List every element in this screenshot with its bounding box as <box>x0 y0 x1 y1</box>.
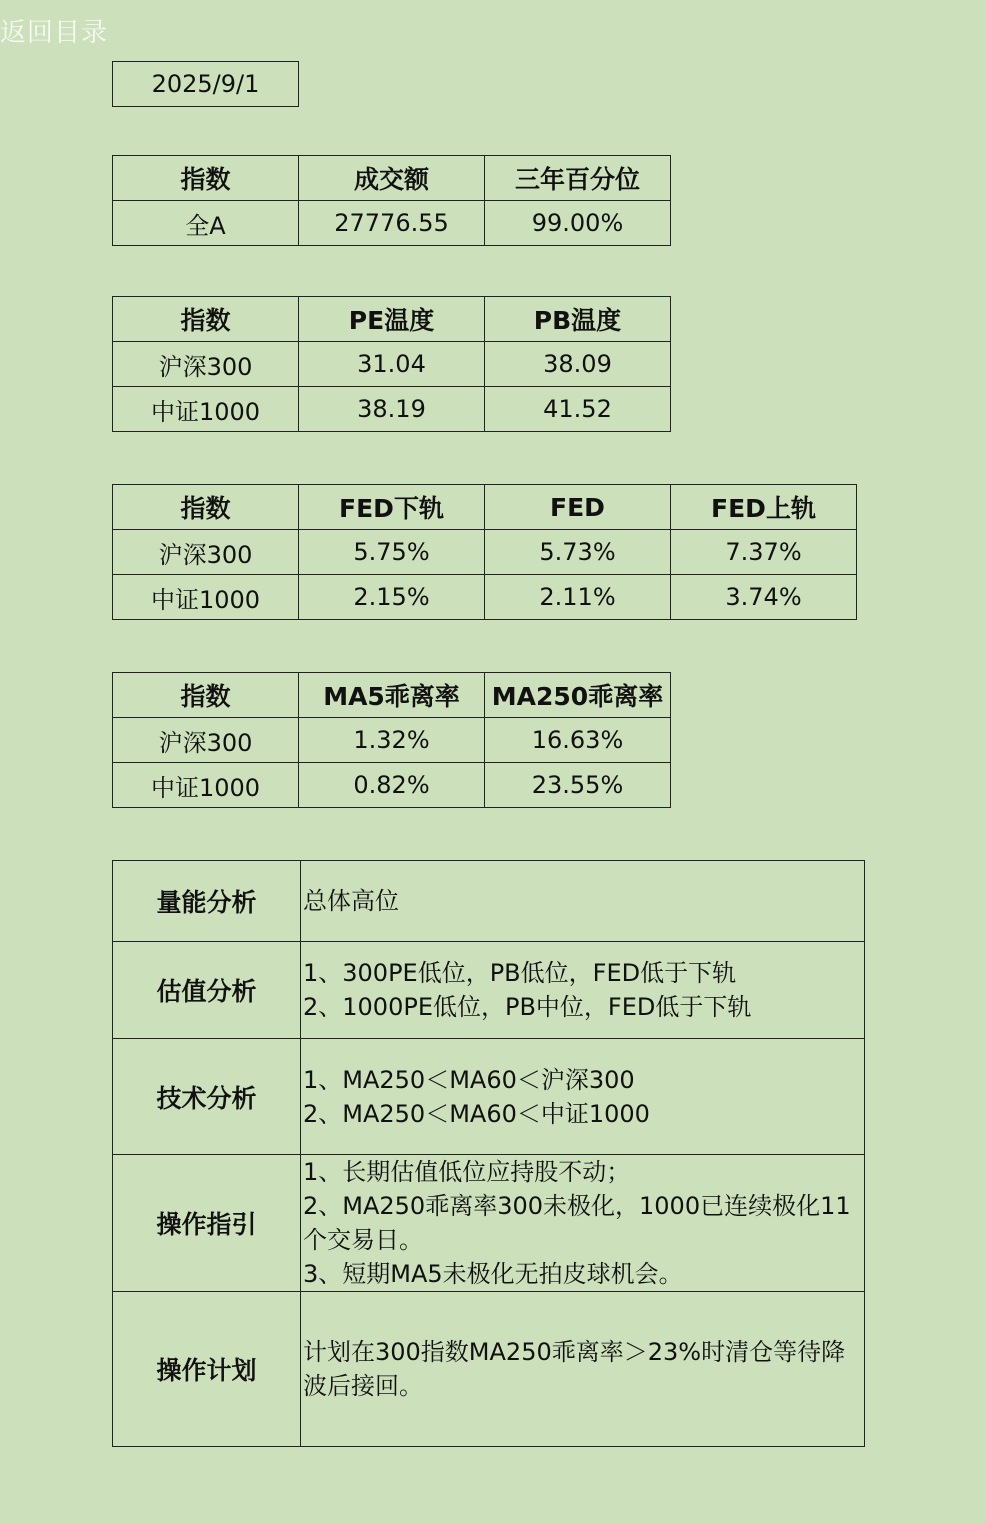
header-cell: 三年百分位 <box>485 156 671 201</box>
analysis-content <box>301 861 865 942</box>
analysis-content <box>301 1292 865 1447</box>
table-cell: 3.74% <box>671 575 857 620</box>
table-cell: 38.09 <box>485 342 671 387</box>
analysis-row-technical <box>113 1039 865 1155</box>
analysis-line: 总体高位 <box>303 887 399 915</box>
analysis-row-volume <box>113 861 865 942</box>
header-cell: FED上轨 <box>671 485 857 530</box>
table-row <box>113 201 671 246</box>
table-cell: 5.73% <box>485 530 671 575</box>
turnover-table <box>112 155 671 246</box>
analysis-label: 操作计划 <box>113 1292 301 1447</box>
analysis-content <box>301 1155 865 1292</box>
table-cell: 2.15% <box>299 575 485 620</box>
header-cell: PE温度 <box>299 297 485 342</box>
table-cell: 0.82% <box>299 763 485 808</box>
analysis-table <box>112 860 865 1447</box>
table-row <box>113 342 671 387</box>
header-cell: MA250乖离率 <box>485 673 671 718</box>
table-cell: 沪深300 <box>113 530 299 575</box>
table-cell: 41.52 <box>485 387 671 432</box>
table-row <box>113 575 857 620</box>
analysis-line: 2、MA250乖离率300未极化，1000已连续极化11个交易日。 <box>303 1192 851 1254</box>
header-cell: PB温度 <box>485 297 671 342</box>
table-cell: 沪深300 <box>113 342 299 387</box>
table-row <box>113 530 857 575</box>
table-cell: 31.04 <box>299 342 485 387</box>
table-header-row <box>113 297 671 342</box>
analysis-content <box>301 1039 865 1155</box>
table-cell: 全A <box>113 201 299 246</box>
header-cell: FED下轨 <box>299 485 485 530</box>
table-header-row <box>113 673 671 718</box>
header-cell: FED <box>485 485 671 530</box>
analysis-line: 1、MA250＜MA60＜沪深300 <box>303 1065 635 1094</box>
table-header-row <box>113 156 671 201</box>
header-cell: MA5乖离率 <box>299 673 485 718</box>
table-cell: 38.19 <box>299 387 485 432</box>
analysis-line: 计划在300指数MA250乖离率＞23%时清仓等待降波后接回。 <box>303 1338 846 1400</box>
header-cell: 成交额 <box>299 156 485 201</box>
table-row <box>113 763 671 808</box>
table-cell: 16.63% <box>485 718 671 763</box>
table-cell: 2.11% <box>485 575 671 620</box>
table-cell: 中证1000 <box>113 575 299 620</box>
table-cell: 27776.55 <box>299 201 485 246</box>
valuation-temperature-table <box>112 296 671 432</box>
analysis-line: 2、1000PE低位，PB中位，FED低于下轨 <box>303 993 752 1021</box>
header-cell: 指数 <box>113 297 299 342</box>
analysis-row-guidance <box>113 1155 865 1292</box>
analysis-label: 量能分析 <box>113 861 301 942</box>
header-cell: 指数 <box>113 485 299 530</box>
table-cell: 7.37% <box>671 530 857 575</box>
fed-table <box>112 484 857 620</box>
analysis-row-plan <box>113 1292 865 1447</box>
analysis-line: 2、MA250＜MA60＜中证1000 <box>303 1099 650 1128</box>
table-cell: 5.75% <box>299 530 485 575</box>
table-cell: 沪深300 <box>113 718 299 763</box>
analysis-line: 1、长期估值低位应持股不动； <box>303 1158 631 1186</box>
table-cell: 中证1000 <box>113 387 299 432</box>
analysis-content <box>301 942 865 1039</box>
table-header-row <box>113 485 857 530</box>
table-cell: 23.55% <box>485 763 671 808</box>
header-cell: 指数 <box>113 156 299 201</box>
back-to-contents-link[interactable]: 返回目录 <box>0 18 109 48</box>
header-cell: 指数 <box>113 673 299 718</box>
analysis-row-valuation <box>113 942 865 1039</box>
analysis-label: 技术分析 <box>113 1039 301 1155</box>
analysis-line: 3、短期MA5未极化无拍皮球机会。 <box>303 1260 683 1288</box>
table-cell: 99.00% <box>485 201 671 246</box>
ma-deviation-table <box>112 672 671 808</box>
table-row <box>113 718 671 763</box>
report-date: 2025/9/1 <box>112 61 299 107</box>
analysis-label: 估值分析 <box>113 942 301 1039</box>
table-cell: 中证1000 <box>113 763 299 808</box>
analysis-line: 1、300PE低位，PB低位，FED低于下轨 <box>303 959 737 987</box>
analysis-label: 操作指引 <box>113 1155 301 1292</box>
table-row <box>113 387 671 432</box>
table-cell: 1.32% <box>299 718 485 763</box>
